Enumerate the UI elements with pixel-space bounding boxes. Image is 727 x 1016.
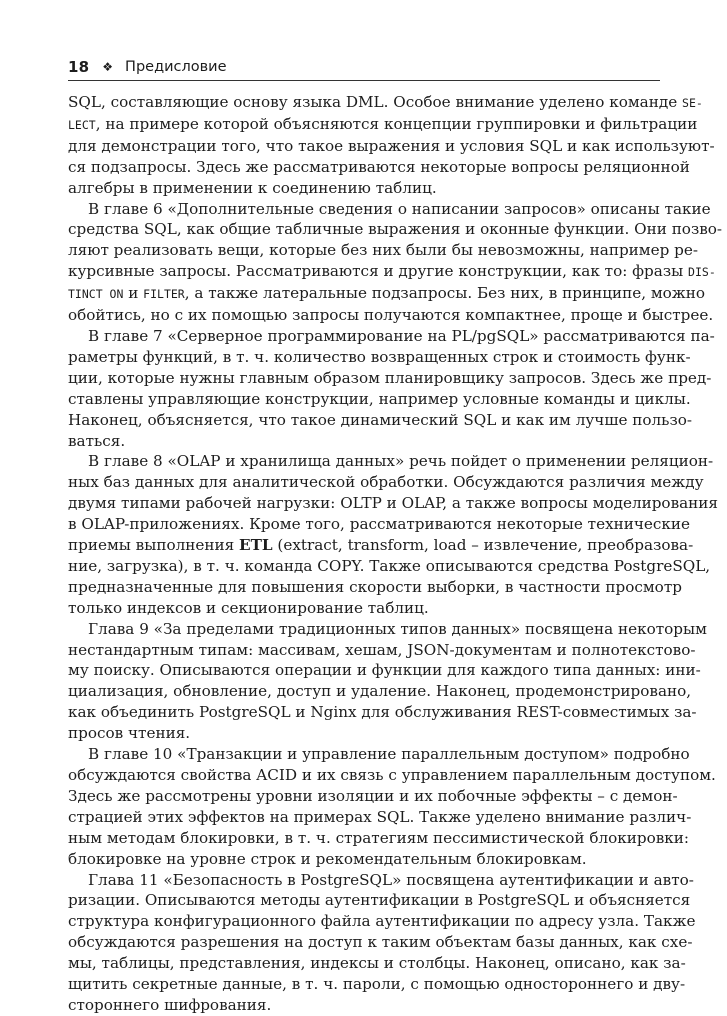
text-line: В главе 10 «Транзакции и управление параллельным доступом» подробно xyxy=(88,745,690,764)
text-line: в OLAP-приложениях. Кроме того, рассматриваются некоторые технические xyxy=(68,515,691,534)
text-line: обсуждаются разрешения на доступ к таким объектам базы данных, как схе- xyxy=(68,933,693,952)
text-line: приемы выполнения ETL (extract, transform, load – извлечение, преобразова- xyxy=(68,536,694,555)
text-line: алгебры в применении к соединению таблиц. xyxy=(68,178,437,197)
text-line: курсивные запросы. Рассматриваются и другие конструкции, как то: фразы DIS- xyxy=(68,262,716,281)
paragraph xyxy=(68,92,715,199)
text-line: средства SQL, как общие табличные выражения и оконные функции. Они позво- xyxy=(68,220,723,239)
header-divider xyxy=(68,80,660,81)
text-line: страцией этих эффектов на примерах SQL. Также уделено внимание различ- xyxy=(68,807,692,826)
text-line: TINCT ON и FILTER, а также латеральные подзапросы. Без них, в принципе, можно xyxy=(68,284,706,303)
text-line: мы, таблицы, представления, индексы и столбцы. Наконец, описано, как за- xyxy=(68,954,686,973)
text-line: SQL, составляющие основу языка DML. Особое внимание уделено команде SE- xyxy=(68,93,703,111)
paragraph xyxy=(68,744,716,869)
text-line: Глава 11 «Безопасность в PostgreSQL» посвящена аутентификации и авто- xyxy=(88,870,694,889)
text-line: Здесь же рассмотрены уровни изоляции и их побочные эффекты – с демон- xyxy=(68,786,678,805)
text-line: щитить секретные данные, в т. ч. пароли, с помощью одностороннего и дву- xyxy=(68,975,686,994)
text-line: стороннего шифрования. xyxy=(68,995,272,1014)
running-title: Предисловие xyxy=(125,59,227,75)
body-text xyxy=(68,92,723,1016)
text-line: Глава 9 «За пределами традиционных типов данных» посвящена некоторым xyxy=(88,619,707,638)
text-line: В главе 6 «Дополнительные сведения о написании запросов» описаны такие xyxy=(88,199,711,218)
text-line: В главе 8 «OLAP и хранилища данных» речь пойдет о применении реляцион- xyxy=(88,452,714,471)
text-line: обсуждаются свойства ACID и их связь с управлением параллельным доступом. xyxy=(68,766,716,784)
ornament-icon: ❖ xyxy=(102,60,114,74)
text-line: как объединить PostgreSQL и Nginx для обслуживания REST-совместимых за- xyxy=(68,703,697,722)
text-line: ляют реализовать вещи, которые без них были бы невозможны, например ре- xyxy=(68,241,698,260)
text-line: ние, загрузка), в т. ч. команда COPY. Также описываются средства PostgreSQL, xyxy=(68,556,711,575)
text-line: му поиску. Описываются операции и функции для каждого типа данных: ини- xyxy=(68,661,701,680)
paragraph xyxy=(68,451,719,618)
text-line: ся подзапросы. Здесь же рассматриваются некоторые вопросы реляционной xyxy=(68,157,690,176)
text-line: ных баз данных для аналитической обработки. Обсуждаются различия между xyxy=(68,473,704,492)
text-line: ции, которые нужны главным образом планировщику запросов. Здесь же пред- xyxy=(68,368,712,387)
text-line: предназначенные для повышения скорости выборки, в частности просмотр xyxy=(68,577,682,596)
text-line: нестандартным типам: массивам, хешам, JSON-документам и полнотекстово- xyxy=(68,640,696,659)
text-line: ризации. Описываются методы аутентификации в PostgreSQL и объясняется xyxy=(68,891,691,910)
text-line: для демонстрации того, что такое выражения и условия SQL и как используют- xyxy=(68,136,715,155)
text-line: двумя типами рабочей нагрузки: OLTP и OLAP, а также вопросы моделирования xyxy=(68,494,719,513)
text-line: ваться. xyxy=(68,431,126,450)
paragraph xyxy=(68,326,715,451)
text-line: ставлены управляющие конструкции, например условные команды и циклы. xyxy=(68,389,691,408)
page-number: 18 xyxy=(68,58,90,76)
paragraph xyxy=(68,870,696,1016)
paragraph xyxy=(68,619,707,744)
text-line: раметры функций, в т. ч. количество возвращенных строк и стоимость функ- xyxy=(68,347,691,366)
text-line: обойтись, но с их помощью запросы получаются компактнее, проще и быстрее. xyxy=(68,306,714,325)
text-line: блокировке на уровне строк и рекомендательным блокировкам. xyxy=(68,849,587,868)
text-line: просов чтения. xyxy=(68,724,191,743)
book-page xyxy=(68,0,723,1014)
text-line: циализация, обновление, доступ и удаление. Наконец, продемонстрировано, xyxy=(68,682,692,701)
page-header xyxy=(68,56,660,78)
text-line: В главе 7 «Серверное программирование на PL/pgSQL» рассматриваются па- xyxy=(88,326,715,345)
etl-term: ETL xyxy=(239,536,273,555)
paragraph xyxy=(68,199,723,326)
text-line: ным методам блокировки, в т. ч. стратегиям пессимистической блокировки: xyxy=(68,828,690,847)
text-line: Наконец, объясняется, что такое динамический SQL и как им лучше пользо- xyxy=(68,410,693,429)
text-line: структура конфигурационного файла аутентификации по адресу узла. Также xyxy=(68,912,696,931)
text-line: только индексов и секционирование таблиц. xyxy=(68,598,429,617)
text-line: LECT, на примере которой объясняются концепции группировки и фильтрации xyxy=(68,114,698,133)
